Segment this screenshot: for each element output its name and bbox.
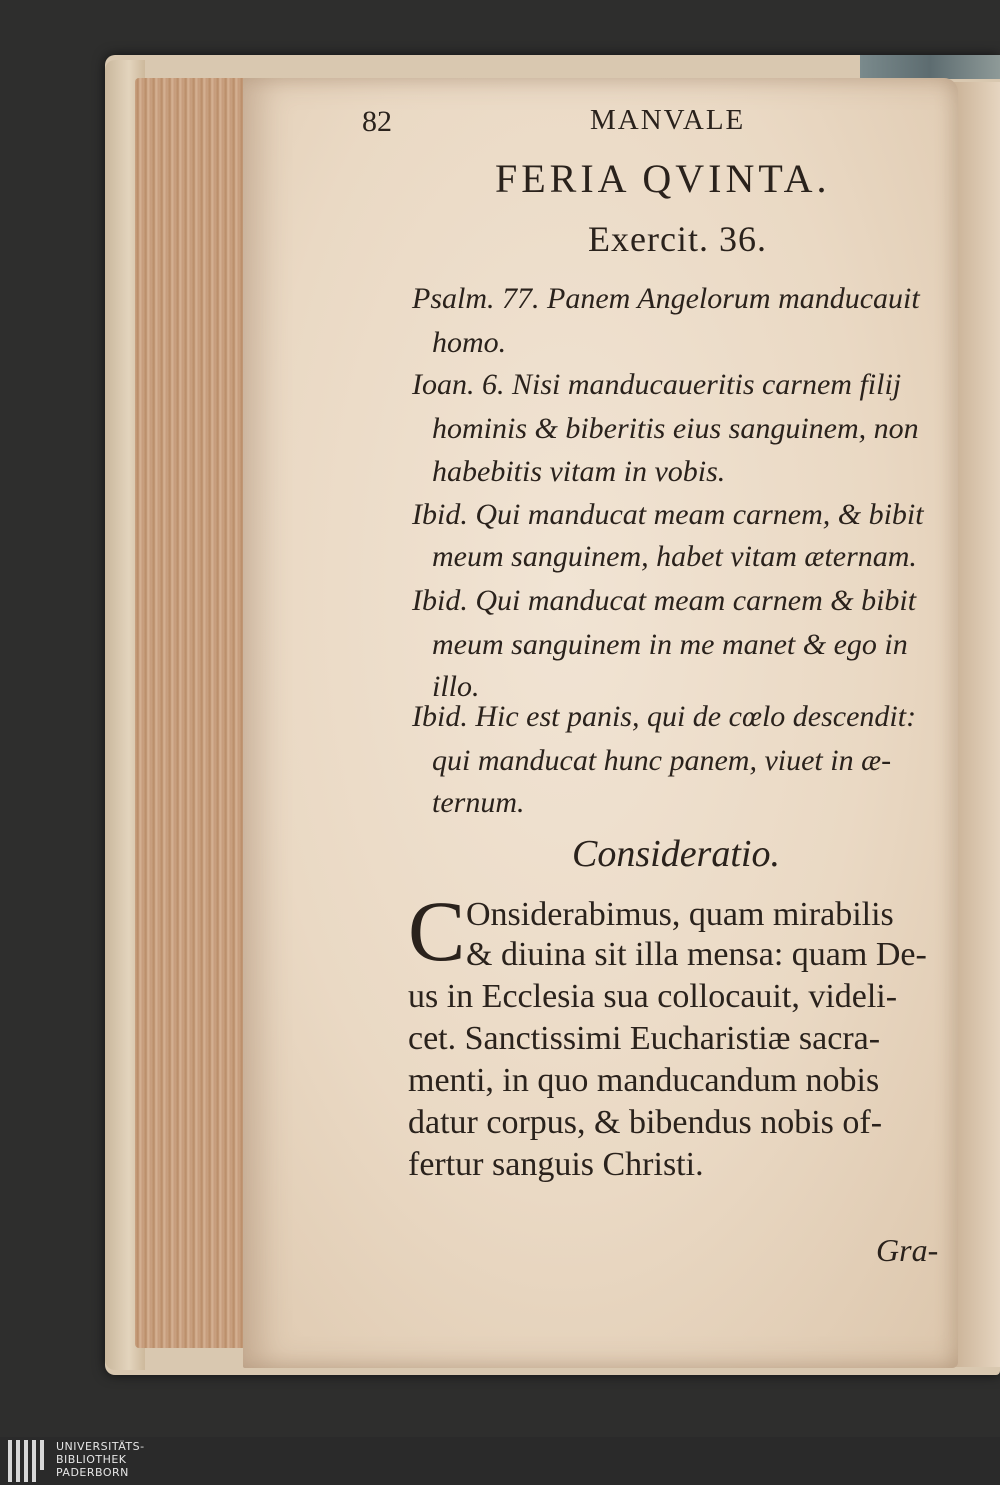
verse-line: Psalm. 77. Panem Angelorum manducauit [412, 282, 920, 315]
exercise-number: Exercit. 36. [588, 219, 767, 259]
page-number: 82 [362, 105, 392, 138]
logo-line: BIBLIOTHEK [56, 1453, 127, 1466]
footer-bar [0, 1437, 1000, 1485]
body-line: menti, in quo manducandum nobis [408, 1062, 880, 1099]
body-line: cet. Sanctissimi Eucharistiæ sacra- [408, 1020, 881, 1057]
verse-line: Ibid. Qui manducat meam carnem, & bibit [412, 498, 924, 531]
binding-strip [860, 55, 1000, 79]
page-stack-edge [135, 78, 253, 1348]
day-title: FERIA QVINTA. [495, 156, 831, 201]
verse-line: qui manducat hunc panem, viuet in æ- [432, 744, 892, 777]
body-line: datur corpus, & bibendus nobis of- [408, 1104, 883, 1141]
verse-line: Ibid. Qui manducat meam carnem & bibit [412, 584, 917, 617]
verse-line: Ioan. 6. Nisi manducaueritis carnem filij [412, 368, 902, 401]
running-head: MANVALE [590, 104, 746, 136]
library-logo-text [56, 1440, 145, 1479]
verse-line: meum sanguinem in me manet & ego in [432, 628, 908, 661]
logo-line: UNIVERSITÄTS- [56, 1440, 145, 1453]
body-line: us in Ecclesia sua collocauit, videli- [408, 978, 898, 1015]
verse-line: illo. [432, 670, 480, 703]
verse-line: homo. [432, 326, 507, 359]
drop-cap: C [408, 883, 466, 979]
consideration-heading: Consideratio. [572, 833, 780, 875]
verse-line: Ibid. Hic est panis, qui de cœlo descendit: [412, 700, 917, 733]
body-line: fertur sanguis Christi. [408, 1146, 704, 1183]
verse-line: ternum. [432, 786, 525, 819]
verse-line: habebitis vitam in vobis. [432, 455, 726, 488]
verse-line: hominis & biberitis eius sanguinem, non [432, 412, 919, 445]
catchword: Gra- [876, 1232, 939, 1268]
library-logo-icon [8, 1440, 48, 1482]
body-line: & diuina sit illa mensa: quam De- [466, 936, 927, 973]
logo-line: PADERBORN [56, 1466, 129, 1479]
body-line: Onsiderabimus, quam mirabilis [466, 896, 894, 933]
verse-line: meum sanguinem, habet vitam æternam. [432, 540, 917, 573]
